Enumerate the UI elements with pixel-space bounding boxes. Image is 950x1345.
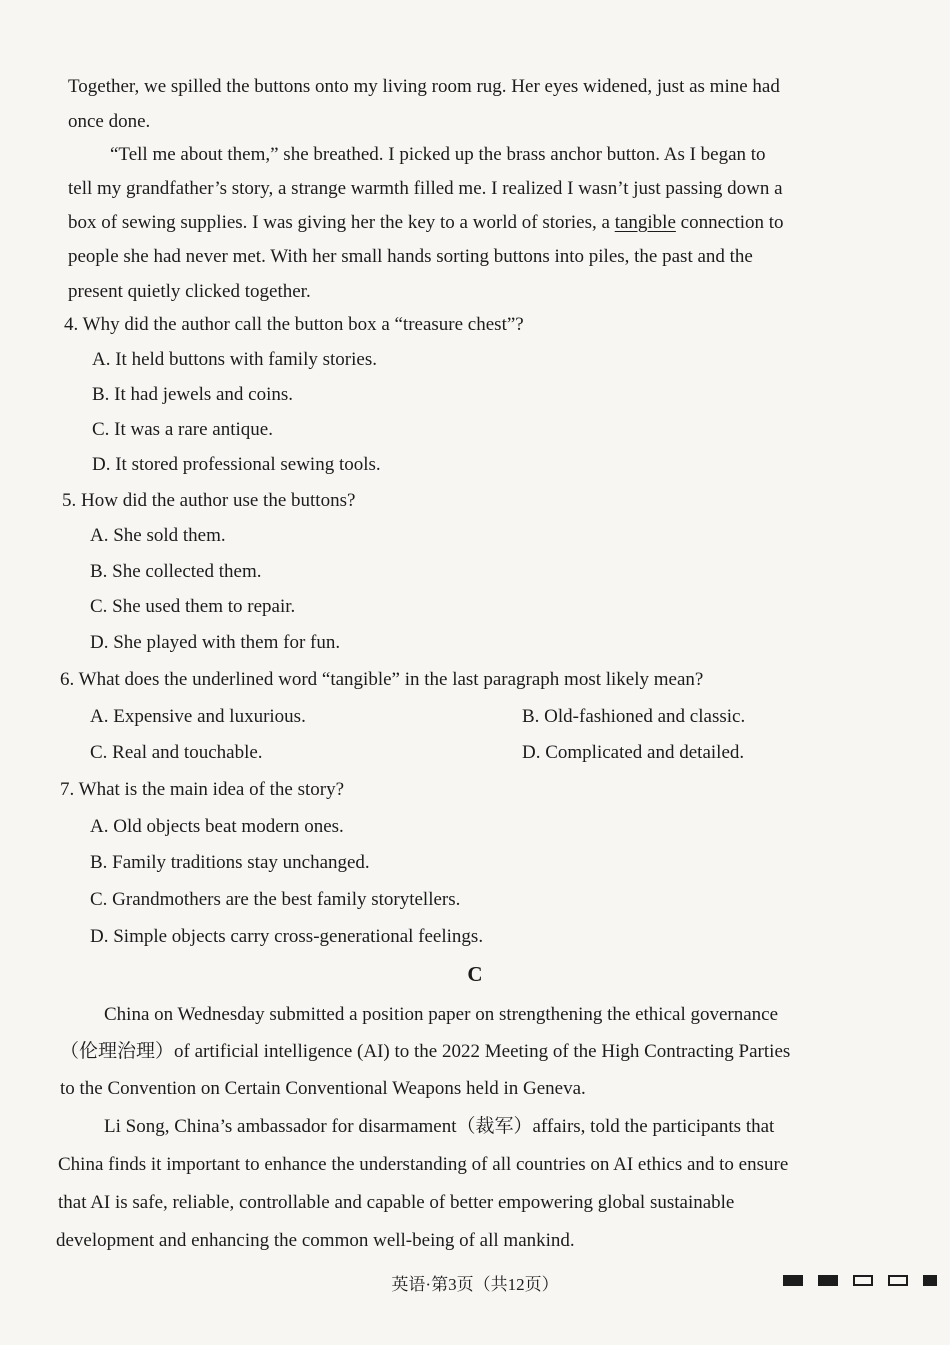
question-4-stem: 4. Why did the author call the button box a “treasure chest”?	[64, 314, 524, 335]
para-line: China finds it important to enhance the understanding of all countries on AI ethics and to ensure	[58, 1154, 789, 1175]
question-4-option-a: A. It held buttons with family stories.	[92, 349, 377, 370]
para-line: China on Wednesday submitted a position paper on strengthening the ethical governance	[104, 1004, 779, 1025]
para-line: development and enhancing the common well-being of all mankind.	[56, 1230, 575, 1251]
filled-square-icon	[783, 1275, 803, 1286]
question-7-option-b: B. Family traditions stay unchanged.	[90, 852, 370, 873]
question-6-stem: 6. What does the underlined word “tangible” in the last paragraph most likely mean?	[60, 669, 704, 690]
question-7-option-c: C. Grandmothers are the best family storytellers.	[90, 889, 461, 910]
para-line: （伦理治理）of artificial intelligence (AI) to the 2022 Meeting of the High Contracting Parties	[60, 1041, 791, 1062]
question-7-option-d: D. Simple objects carry cross-generational feelings.	[90, 926, 484, 947]
question-5-option-b: B. She collected them.	[90, 561, 262, 582]
question-6-option-d: D. Complicated and detailed.	[522, 742, 745, 763]
question-4-option-c: C. It was a rare antique.	[92, 419, 273, 440]
underlined-word-tangible: tangible	[614, 212, 676, 233]
para-line: tell my grandfather’s story, a strange warmth filled me. I realized I wasn’t just passing down a	[68, 178, 783, 199]
question-5-stem: 5. How did the author use the buttons?	[62, 490, 356, 511]
para-line: that AI is safe, reliable, controllable and capable of better empowering global sustainable	[58, 1192, 735, 1213]
question-6-option-b: B. Old-fashioned and classic.	[522, 706, 746, 727]
empty-square-icon	[888, 1275, 908, 1286]
question-5-option-a: A. She sold them.	[90, 525, 226, 546]
question-6-option-a: A. Expensive and luxurious.	[90, 706, 306, 727]
para-line: people she had never met. With her small hands sorting buttons into piles, the past and the	[68, 246, 753, 267]
text-fragment: connection to	[675, 212, 784, 233]
para-line: Li Song, China’s ambassador for disarmament（裁军）affairs, told the participants that	[104, 1116, 775, 1137]
question-5-option-c: C. She used them to repair.	[90, 596, 296, 617]
filled-square-icon	[923, 1275, 937, 1286]
para-line: to the Convention on Certain Conventional Weapons held in Geneva.	[60, 1078, 586, 1099]
text-fragment: box of sewing supplies. I was giving her the key to a world of stories, a	[68, 212, 615, 233]
question-7-option-a: A. Old objects beat modern ones.	[90, 816, 344, 837]
question-4-option-b: B. It had jewels and coins.	[92, 384, 294, 405]
para-line: Together, we spilled the buttons onto my living room rug. Her eyes widened, just as mine had	[68, 76, 780, 97]
filled-square-icon	[818, 1275, 838, 1286]
page-position-marks	[783, 1275, 937, 1286]
empty-square-icon	[853, 1275, 873, 1286]
question-6-option-c: C. Real and touchable.	[90, 742, 263, 763]
para-line: present quietly clicked together.	[68, 281, 311, 302]
section-title-c: C	[467, 962, 483, 986]
question-4-option-d: D. It stored professional sewing tools.	[92, 454, 381, 475]
question-5-option-d: D. She played with them for fun.	[90, 632, 341, 653]
page-footer: 英语·第3页（共12页）	[391, 1275, 559, 1294]
para-line	[68, 206, 784, 240]
para-line: once done.	[68, 111, 151, 132]
para-line: “Tell me about them,” she breathed. I picked up the brass anchor button. As I began to	[110, 144, 766, 165]
question-7-stem: 7. What is the main idea of the story?	[60, 779, 345, 800]
